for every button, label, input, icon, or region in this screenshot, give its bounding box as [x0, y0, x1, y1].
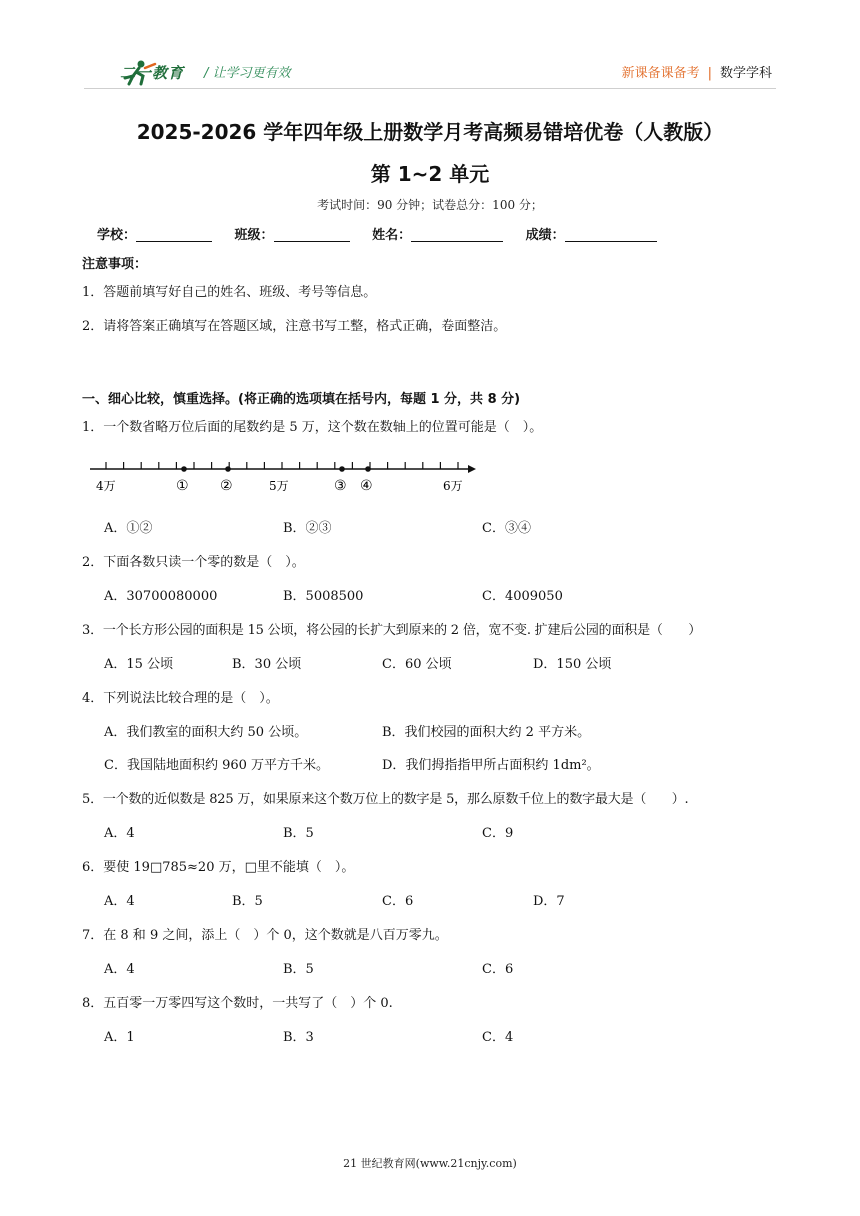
name-field[interactable]	[372, 224, 503, 243]
option-b[interactable]: B．5008500	[283, 589, 364, 604]
number-line	[86, 450, 486, 498]
question-stem: 8．五百零一万零四写这个数时，一共写了（ ）个 0.	[82, 996, 393, 1011]
point-4-label: ④	[360, 478, 373, 494]
question-stem: 2．下面各数只读一个零的数是（ ）。	[82, 555, 305, 570]
notes-heading: 注意事项：	[82, 257, 148, 272]
page-subtitle: 第 1~2 单元	[370, 162, 490, 186]
name-blank[interactable]	[411, 227, 503, 242]
header-right-label: 新课备课备考	[621, 66, 700, 81]
header-divider: |	[707, 66, 712, 81]
option-c[interactable]: C．我国陆地面积约 960 万平方千米。	[104, 758, 330, 773]
point-1-dot	[181, 466, 187, 472]
point-2-label: ②	[220, 478, 233, 494]
option-c[interactable]: C．9	[482, 826, 514, 841]
point-3-dot	[339, 466, 345, 472]
option-a[interactable]: A．15 公顷	[104, 657, 174, 672]
option-a[interactable]: A．4	[104, 962, 135, 977]
class-field[interactable]	[235, 224, 350, 243]
question-stem: 3．一个长方形公园的面积是 15 公顷，将公园的长扩大到原来的 2 倍，宽不变. 扩建后公园的面积是（ ）	[82, 623, 702, 638]
section-heading: 一、细心比较，慎重选择。(将正确的选项填在括号内，每题 1 分，共 8 分)	[82, 392, 521, 407]
point-1-label: ①	[176, 478, 189, 494]
option-b[interactable]: B．30 公顷	[232, 657, 302, 672]
page-title: 2025-2026 学年四年级上册数学月考高频易错培优卷（人教版）	[136, 120, 724, 144]
option-a[interactable]: A．30700080000	[104, 589, 218, 604]
logo-text: 二一教育	[120, 64, 185, 82]
option-d[interactable]: D．我们拇指指甲所占面积约 1dm²。	[382, 758, 600, 773]
score-blank[interactable]	[565, 227, 657, 242]
option-a[interactable]: A．4	[104, 826, 135, 841]
option-c[interactable]: C．6	[382, 894, 414, 909]
option-b[interactable]: B．②③	[283, 521, 332, 536]
question-stem: 4．下列说法比较合理的是（ ）。	[82, 691, 279, 706]
label-4wan: 4万	[96, 479, 116, 493]
name-label: 姓名：	[372, 228, 412, 243]
exam-info: 考试时间：90 分钟；试卷总分：100 分；	[317, 198, 543, 212]
school-blank[interactable]	[136, 227, 212, 242]
option-a[interactable]: A．4	[104, 894, 135, 909]
question-stem: 7．在 8 和 9 之间，添上（ ）个 0，这个数就是八百万零九。	[82, 928, 448, 943]
header-subject: 数学学科	[719, 66, 772, 81]
page-footer: 21 世纪教育网(www.21cnjy.com)	[343, 1157, 517, 1170]
option-b[interactable]: B．3	[283, 1030, 314, 1045]
label-6wan: 6万	[443, 479, 463, 493]
label-5wan: 5万	[269, 479, 289, 493]
header-rule	[84, 88, 776, 89]
option-c[interactable]: C．60 公顷	[382, 657, 452, 672]
option-d[interactable]: D．150 公顷	[533, 657, 612, 672]
question-stem: 6．要使 19□785≈20 万，□里不能填（ ）。	[82, 860, 355, 875]
number-line-arrow	[468, 465, 476, 473]
option-b[interactable]: B．5	[283, 962, 314, 977]
point-3-label: ③	[334, 478, 347, 494]
option-b[interactable]: B．我们校园的面积大约 2 平方米。	[382, 725, 591, 740]
option-c[interactable]: C．③④	[482, 521, 531, 536]
slogan: / 让学习更有效	[204, 66, 291, 81]
class-label: 班级：	[234, 228, 274, 243]
option-d[interactable]: D．7	[533, 894, 565, 909]
student-info-row	[97, 224, 675, 243]
option-b[interactable]: B．5	[283, 826, 314, 841]
question-stem: 1．一个数省略万位后面的尾数约是 5 万，这个数在数轴上的位置可能是（ ）。	[82, 420, 543, 435]
note-item-2: 2．请将答案正确填写在答题区域，注意书写工整，格式正确，卷面整洁。	[82, 319, 507, 334]
question-stem: 5．一个数的近似数是 825 万，如果原来这个数万位上的数字是 5，那么原数千位上的数字最大是（ ）.	[82, 792, 689, 807]
option-c[interactable]: C．6	[482, 962, 514, 977]
class-blank[interactable]	[274, 227, 350, 242]
note-item-1: 1．答题前填写好自己的姓名、班级、考号等信息。	[82, 285, 377, 300]
school-field[interactable]	[97, 224, 212, 243]
score-label: 成绩：	[525, 228, 565, 243]
option-c[interactable]: C．4009050	[482, 589, 563, 604]
point-2-dot	[225, 466, 231, 472]
option-a[interactable]: A．我们教室的面积大约 50 公顷。	[104, 725, 308, 740]
score-field[interactable]	[526, 224, 657, 243]
option-a[interactable]: A．1	[104, 1030, 135, 1045]
option-a[interactable]: A．①②	[104, 521, 153, 536]
school-label: 学校：	[97, 228, 137, 243]
header-right	[622, 62, 772, 81]
point-4-dot	[365, 466, 371, 472]
option-b[interactable]: B．5	[232, 894, 263, 909]
number-line-ticks	[106, 462, 458, 469]
option-c[interactable]: C．4	[482, 1030, 514, 1045]
